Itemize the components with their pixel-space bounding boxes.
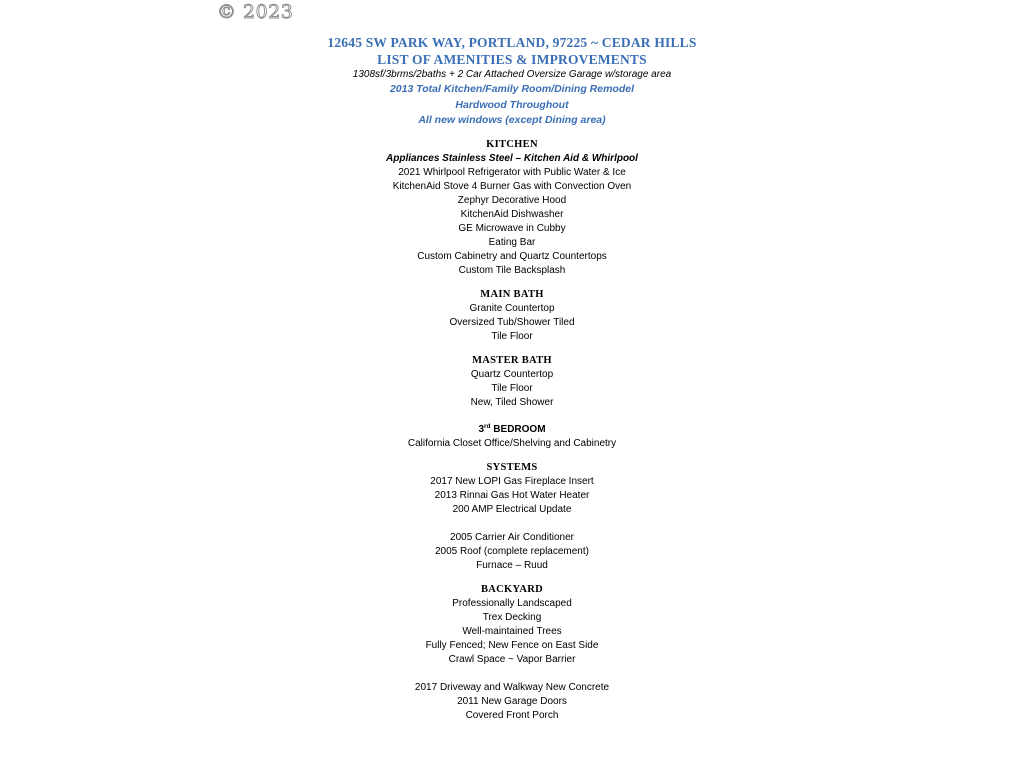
list-spacer [0, 667, 1024, 681]
master-bath-list [0, 368, 1024, 410]
list-item: New, Tiled Shower [470, 396, 554, 408]
highlight-windows: All new windows (except Dining area) [418, 114, 606, 126]
main-bath-heading: MAIN BATH [480, 288, 544, 300]
list-item: 2005 Carrier Air Conditioner [450, 531, 574, 543]
list-item: 2005 Roof (complete replacement) [435, 545, 589, 557]
list-item: KitchenAid Dishwasher [460, 208, 564, 220]
list-item: Custom Tile Backsplash [458, 264, 566, 276]
kitchen-heading: KITCHEN [486, 138, 538, 150]
list-item: 2021 Whirlpool Refrigerator with Public Water & Ice [398, 166, 626, 178]
list-item: Trex Decking [482, 611, 542, 623]
third-bedroom-ordinal: rd [484, 422, 491, 430]
list-item: 2017 New LOPI Gas Fireplace Insert [430, 475, 594, 487]
list-item: Oversized Tub/Shower Tiled [449, 316, 575, 328]
copyright-watermark: © 2023 [217, 1, 294, 23]
list-item: Well-maintained Trees [462, 625, 562, 637]
list-item: Quartz Countertop [470, 368, 554, 380]
third-bedroom-list [0, 437, 1024, 451]
list-spacer [0, 517, 1024, 531]
list-item: Eating Bar [488, 236, 536, 248]
highlight-hardwood: Hardwood Throughout [455, 98, 569, 111]
list-item: Zephyr Decorative Hood [457, 194, 567, 206]
list-item: 2013 Rinnai Gas Hot Water Heater [434, 489, 590, 501]
list-item: California Closet Office/Shelving and Cabinetry [407, 437, 617, 449]
list-item: 200 AMP Electrical Update [452, 503, 572, 515]
third-bedroom-heading [0, 420, 1024, 437]
list-item: Professionally Landscaped [452, 597, 572, 609]
main-bath-list [0, 302, 1024, 344]
list-item: GE Microwave in Cubby [458, 222, 566, 234]
list-item: 2017 Driveway and Walkway New Concrete [414, 681, 610, 693]
third-bedroom-label: BEDROOM [490, 423, 546, 435]
list-item: Custom Cabinetry and Quartz Countertops [417, 250, 607, 262]
list-item: Covered Front Porch [465, 709, 559, 721]
backyard-heading: BACKYARD [480, 583, 544, 595]
list-item: Fully Fenced; New Fence on East Side [425, 639, 599, 651]
highlight-remodel: 2013 Total Kitchen/Family Room/Dining Remodel [389, 83, 635, 95]
list-item: Crawl Space ~ Vapor Barrier [448, 653, 576, 665]
kitchen-list [0, 166, 1024, 278]
list-item: Granite Countertop [469, 302, 555, 314]
list-item: 2011 New Garage Doors [457, 695, 567, 707]
property-summary: 1308sf/3brms/2baths + 2 Car Attached Oversize Garage w/storage area [352, 69, 672, 80]
third-bedroom-number: 3 [478, 423, 485, 435]
list-item: KitchenAid Stove 4 Burner Gas with Convection Oven [392, 180, 632, 192]
kitchen-appliances-subheading: Appliances Stainless Steel – Kitchen Aid & Whirlpool [386, 152, 638, 164]
list-item: Furnace – Ruud [476, 559, 548, 571]
property-address-title: 12645 SW PARK WAY, PORTLAND, 97225 ~ CEDAR HILLS [327, 35, 697, 50]
master-bath-heading: MASTER BATH [472, 354, 552, 366]
list-item: Tile Floor [491, 330, 533, 342]
list-item: Tile Floor [491, 382, 533, 394]
backyard-list [0, 597, 1024, 723]
systems-list [0, 475, 1024, 573]
systems-heading: SYSTEMS [486, 461, 538, 473]
document-title: LIST OF AMENITIES & IMPROVEMENTS [377, 52, 647, 67]
amenities-document [0, 34, 1024, 723]
